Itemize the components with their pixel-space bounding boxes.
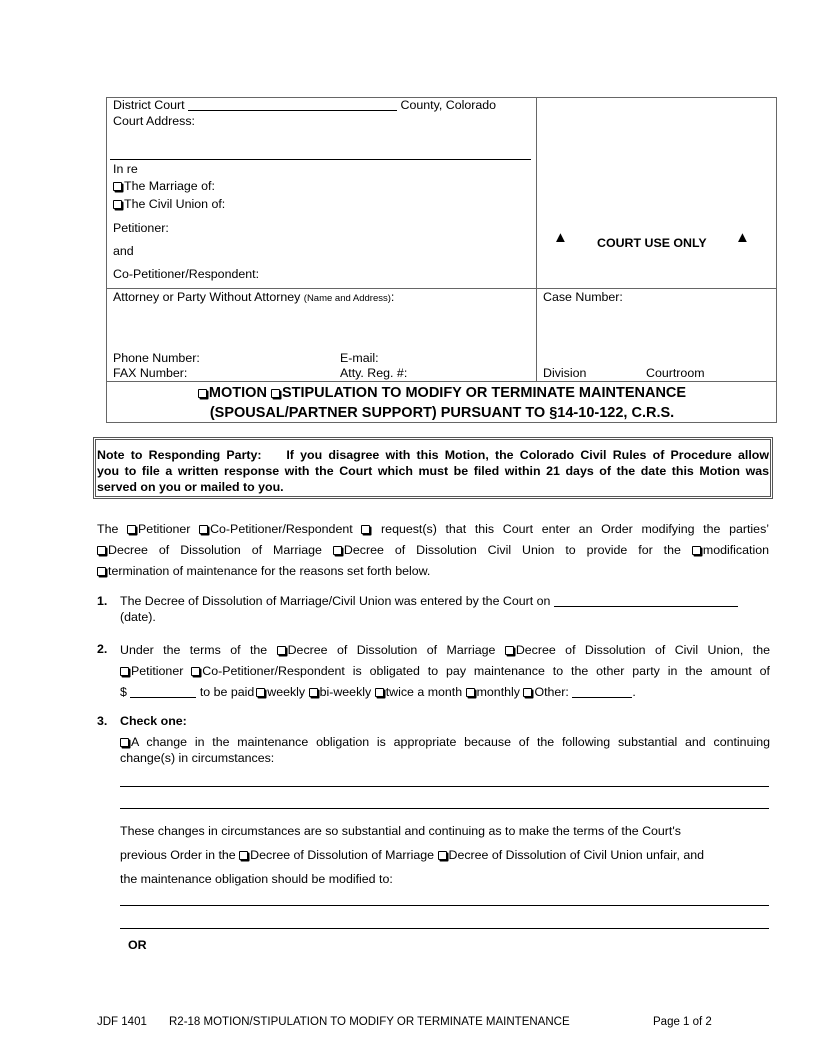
para-decree-marriage-checkbox[interactable] bbox=[239, 851, 248, 860]
civil-union-of-checkbox[interactable] bbox=[113, 200, 122, 209]
atty-reg-label: Atty. Reg. #: bbox=[340, 366, 408, 380]
item-1-number: 1. bbox=[97, 594, 108, 608]
monthly-checkbox[interactable] bbox=[466, 688, 475, 697]
county-field[interactable] bbox=[188, 98, 397, 111]
motion-checkbox[interactable] bbox=[198, 389, 207, 398]
courtroom-label: Courtroom bbox=[646, 366, 705, 380]
item-2-number: 2. bbox=[97, 642, 108, 656]
intro-decree-marriage-checkbox[interactable] bbox=[97, 546, 106, 555]
change-option: A change in the maintenance obligation is appropriate because of the following substantial and continuing change(s) in circumstances: bbox=[120, 735, 770, 765]
item-2-decree-civil-checkbox[interactable] bbox=[505, 646, 514, 655]
arrow-up-icon: ▲ bbox=[553, 229, 568, 246]
arrow-up-icon: ▲ bbox=[735, 229, 750, 246]
and-label: and bbox=[113, 244, 134, 258]
footer-form-title: R2-18 MOTION/STIPULATION TO MODIFY OR TERMINATE MAINTENANCE bbox=[169, 1016, 570, 1028]
intro-decree-civil-checkbox[interactable] bbox=[333, 546, 342, 555]
item-2-petitioner-checkbox[interactable] bbox=[120, 667, 129, 676]
weekly-checkbox[interactable] bbox=[256, 688, 265, 697]
item-1-text: The Decree of Dissolution of Marriage/Civil Union was entered by the Court on bbox=[120, 594, 770, 608]
circumstances-paragraph: These changes in circumstances are so substantial and continuing as to make the terms of the Court's previous Order in the Decree of Dissolution of Marriage Decree of Dissolution of Civil Union unfair, and the maintenance obligation should be modified to: bbox=[120, 824, 705, 886]
in-re-label: In re bbox=[113, 162, 138, 176]
item-1-date-label: (date). bbox=[120, 610, 156, 624]
modified-line-1[interactable] bbox=[120, 905, 769, 906]
biweekly-checkbox[interactable] bbox=[309, 688, 318, 697]
other-field[interactable] bbox=[572, 685, 632, 698]
decree-date-field[interactable] bbox=[554, 594, 738, 607]
caption-vertical-divider bbox=[536, 97, 537, 382]
petitioner-label: Petitioner: bbox=[113, 221, 169, 235]
page-title: MOTION STIPULATION TO MODIFY OR TERMINATE MAINTENANCE bbox=[107, 385, 777, 401]
other-checkbox[interactable] bbox=[523, 688, 532, 697]
para-decree-civil-checkbox[interactable] bbox=[438, 851, 447, 860]
intro-petitioner-checkbox[interactable] bbox=[127, 525, 136, 534]
termination-checkbox[interactable] bbox=[97, 567, 106, 576]
co-petitioner-label: Co-Petitioner/Respondent: bbox=[113, 267, 260, 281]
intro-both-checkbox[interactable] bbox=[361, 525, 370, 534]
change-line-2[interactable] bbox=[120, 808, 769, 809]
stipulation-checkbox[interactable] bbox=[271, 389, 280, 398]
division-label: Division bbox=[543, 366, 587, 380]
amount-field[interactable] bbox=[130, 685, 196, 698]
item-2-text: Under the terms of the Decree of Dissolution of Marriage Decree of Dissolution of Civil Union, the Petitioner Co-Petitioner/Respondent is obligated to pay maintenance to the other party in the amount of $ to be paid weekly bi-weekly twice a month monthly Other: . bbox=[120, 643, 770, 699]
court-address-field[interactable] bbox=[110, 159, 531, 160]
modification-checkbox[interactable] bbox=[692, 546, 701, 555]
marriage-of-checkbox[interactable] bbox=[113, 182, 122, 191]
item-2-co-petitioner-checkbox[interactable] bbox=[191, 667, 200, 676]
caption-horizontal-divider bbox=[106, 288, 777, 289]
change-line-1[interactable] bbox=[120, 786, 769, 787]
district-court-line: District Court County, Colorado bbox=[113, 98, 497, 112]
fax-label: FAX Number: bbox=[113, 366, 188, 380]
page-subtitle: (SPOUSAL/PARTNER SUPPORT) PURSUANT TO §14-10-122, C.R.S. bbox=[209, 405, 675, 421]
marriage-of-option[interactable]: The Marriage of: bbox=[113, 179, 215, 193]
modified-line-2[interactable] bbox=[120, 928, 769, 929]
footer-page-number: Page 1 of 2 bbox=[653, 1016, 712, 1028]
footer-form-id: JDF 1401 bbox=[97, 1016, 147, 1028]
phone-label: Phone Number: bbox=[113, 351, 200, 365]
attorney-label: Attorney or Party Without Attorney (Name and Address): bbox=[113, 290, 395, 304]
civil-union-of-option[interactable]: The Civil Union of: bbox=[113, 197, 225, 211]
or-label: OR bbox=[128, 938, 147, 952]
intro-co-petitioner-checkbox[interactable] bbox=[199, 525, 208, 534]
note-text: Note to Responding Party: If you disagree with this Motion, the Colorado Civil Rules of Procedure allow you to file a written response with the Court which must be filed within 21 days of the date this Motion was served on you or mailed to you. bbox=[97, 448, 770, 494]
check-one-label: Check one: bbox=[120, 714, 187, 728]
court-address-label: Court Address: bbox=[113, 114, 195, 128]
email-label: E-mail: bbox=[340, 351, 379, 365]
intro-paragraph: The Petitioner Co-Petitioner/Respondent request(s) that this Court enter an Order modifying the parties’ Decree of Dissolution of Marriage Decree of Dissolution Civil Union to provide for the modification termination of maintenance for the reasons set forth below. bbox=[97, 522, 770, 578]
item-3-number: 3. bbox=[97, 714, 108, 728]
twice-month-checkbox[interactable] bbox=[375, 688, 384, 697]
case-number-label: Case Number: bbox=[543, 290, 623, 304]
change-checkbox[interactable] bbox=[120, 738, 129, 747]
court-use-only-label: COURT USE ONLY bbox=[597, 236, 707, 250]
item-2-decree-marriage-checkbox[interactable] bbox=[277, 646, 286, 655]
